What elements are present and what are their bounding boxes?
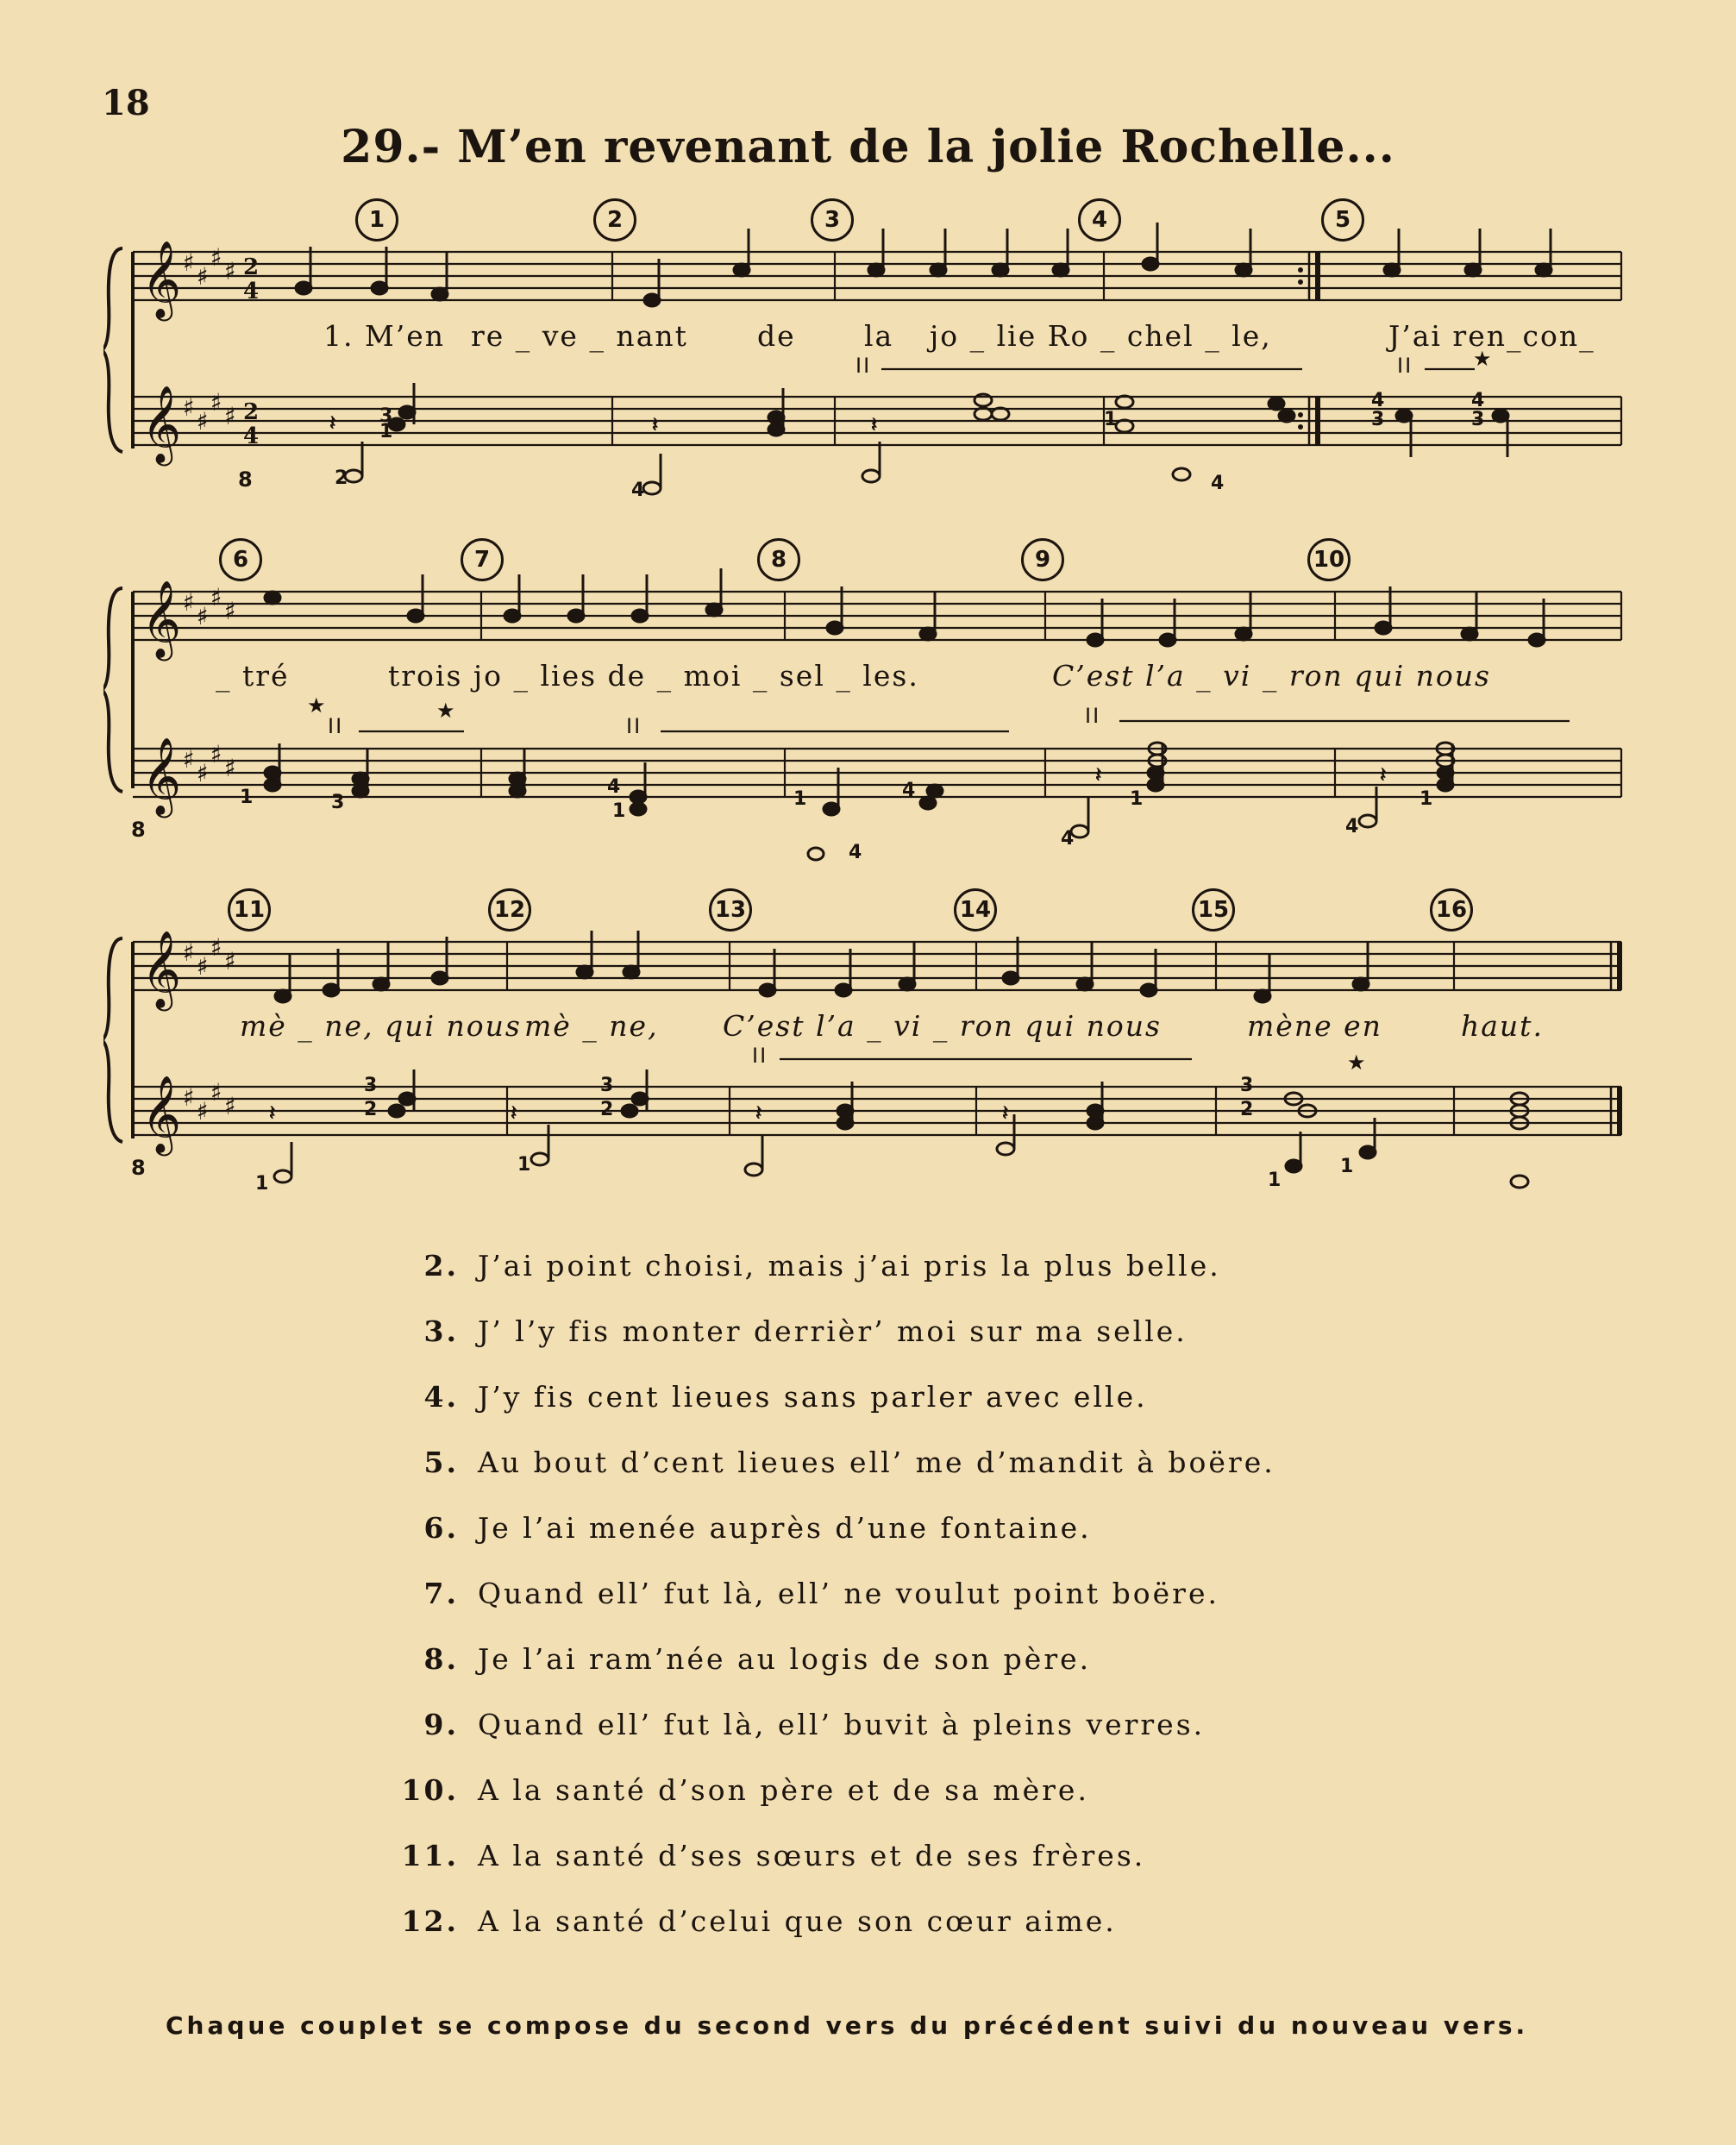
svg-text:♯: ♯ (183, 588, 195, 617)
svg-text:♯: ♯ (210, 583, 222, 612)
fingering-marking: 3 (600, 1075, 616, 1096)
svg-text:𝄞: 𝄞 (141, 737, 182, 815)
measure-number-8: 8 (757, 538, 800, 581)
svg-text:♯: ♯ (183, 938, 195, 967)
verse-line (397, 1446, 1432, 1511)
fingering-marking: 1 (612, 800, 628, 822)
verse-text: A la santé d’celui que son cœur aime. (478, 1904, 1117, 1938)
fingering-marking: 4 (631, 480, 647, 501)
verse-text: J’y fis cent lieues sans parler avec elle. (478, 1380, 1148, 1414)
fingering-marking: 2 (364, 1099, 379, 1120)
measure-number-7: 7 (461, 538, 504, 581)
svg-text:𝄽: 𝄽 (269, 1100, 276, 1125)
position-marking: II (752, 1044, 768, 1068)
verse-number: 8. (423, 1642, 459, 1676)
footnote: Chaque couplet se compose du second vers du précédent suivi du nouveau vers. (166, 2011, 1529, 2040)
measure-number-13: 13 (709, 888, 752, 931)
svg-text:♯: ♯ (197, 759, 209, 787)
verse-number: 11. (401, 1839, 459, 1872)
svg-text:2: 2 (243, 254, 260, 280)
position-marking: II (1397, 354, 1413, 378)
verse-text: A la santé d’son père et de sa mère. (478, 1773, 1089, 1807)
song-title: 29.- M’en revenant de la jolie Rochelle... (341, 121, 1395, 173)
svg-text:2: 2 (243, 399, 260, 425)
svg-text:♯: ♯ (183, 393, 195, 422)
fingering-marking: 2 (335, 467, 350, 489)
verse-number: 12. (401, 1904, 459, 1938)
svg-text:𝄽: 𝄽 (1002, 1100, 1009, 1125)
verse-line (397, 1314, 1432, 1380)
verse-line (397, 1708, 1432, 1773)
fingering-marking: 4 (1211, 473, 1226, 494)
fingering-marking: 3 (331, 792, 347, 813)
svg-text:♯: ♯ (197, 407, 209, 436)
svg-text:4: 4 (243, 279, 260, 304)
measure-number-15: 15 (1192, 888, 1235, 931)
lyric-segment: la (864, 319, 894, 353)
lyric-segment: 1. M’en (323, 319, 446, 353)
octave-marking: 8 (131, 818, 147, 842)
verse-text: Je l’ai ram’née au logis de son père. (478, 1642, 1092, 1676)
svg-text:♯: ♯ (224, 1092, 236, 1120)
music-system-3 (103, 888, 1639, 1268)
fingering-marking: 4 (1471, 390, 1487, 411)
music-system-1 (103, 198, 1639, 578)
verse-line (397, 1249, 1432, 1314)
score-staves (103, 888, 1639, 1268)
octave-marking: 8 (238, 467, 254, 492)
verse-number: 2. (423, 1249, 459, 1283)
fingering-marking: 1 (793, 788, 809, 810)
measure-number-6: 6 (219, 538, 262, 581)
svg-text:♯: ♯ (183, 248, 195, 277)
svg-text:♯: ♯ (210, 388, 222, 417)
svg-text:𝄽: 𝄽 (329, 410, 336, 435)
verse-number: 7. (423, 1577, 459, 1610)
verse-line (397, 1380, 1432, 1446)
verse-list (397, 1249, 1432, 1970)
fingering-marking: 1 (1268, 1170, 1283, 1191)
svg-text:♯: ♯ (224, 597, 236, 625)
verse-text: Je l’ai menée auprès d’une fontaine. (478, 1511, 1092, 1545)
fingering-marking: 1 (1420, 788, 1435, 810)
page-number: 18 (102, 83, 150, 123)
verse-number: 10. (401, 1773, 459, 1807)
verse-line (397, 1642, 1432, 1708)
svg-text:𝄞: 𝄞 (141, 580, 182, 658)
fingering-marking: 2 (1240, 1099, 1256, 1120)
measure-number-3: 3 (811, 198, 854, 241)
star-marking: ★ (307, 693, 328, 718)
fingering-marking: 1 (1130, 788, 1145, 810)
position-marking: II (855, 354, 872, 378)
fingering-marking: 3 (1240, 1075, 1256, 1096)
fingering-marking: 1 (1104, 409, 1119, 430)
svg-text:♯: ♯ (224, 947, 236, 975)
fingering-marking: 4 (1345, 816, 1361, 837)
position-marking: II (328, 714, 344, 738)
verse-number: 6. (423, 1511, 459, 1545)
lyric-segment: mè _ ne, qui nous (240, 1009, 522, 1043)
fingering-marking: 3 (1471, 409, 1487, 430)
lyric-segment: mène en (1247, 1009, 1382, 1043)
svg-text:♯: ♯ (183, 1083, 195, 1112)
fingering-marking: 2 (600, 1099, 616, 1120)
svg-text:♯: ♯ (183, 745, 195, 774)
svg-text:𝄞: 𝄞 (141, 386, 182, 463)
measure-number-10: 10 (1307, 538, 1351, 581)
measure-number-2: 2 (593, 198, 636, 241)
fingering-marking: 1 (517, 1154, 533, 1176)
lyric-segment: trois jo _ lies de _ moi _ sel _ les. (388, 659, 919, 693)
svg-text:𝄽: 𝄽 (1095, 762, 1102, 787)
measure-number-1: 1 (355, 198, 398, 241)
position-marking: II (1085, 704, 1101, 728)
svg-text:𝄽: 𝄽 (1380, 762, 1387, 787)
star-marking: ★ (1347, 1051, 1368, 1075)
fingering-marking: 3 (364, 1075, 379, 1096)
fingering-marking: 4 (1371, 390, 1387, 411)
svg-text:𝄞: 𝄞 (141, 1076, 182, 1153)
verse-line (397, 1511, 1432, 1577)
lyric-segment: C’est l’a _ vi _ ron qui nous (723, 1009, 1162, 1043)
fingering-marking: 1 (1340, 1156, 1356, 1177)
svg-text:♯: ♯ (197, 262, 209, 291)
svg-text:𝄞: 𝄞 (141, 241, 182, 318)
lyric-segment: jo _ lie Ro _ chel _ le, (930, 319, 1272, 353)
star-marking: ★ (436, 699, 457, 723)
verse-line (397, 1839, 1432, 1904)
verse-line (397, 1904, 1432, 1970)
verse-text: J’ l’y fis monter derrièr’ moi sur ma selle. (478, 1314, 1188, 1348)
fingering-marking: 3 (1371, 409, 1387, 430)
fingering-marking: 1 (240, 787, 255, 808)
svg-text:𝄽: 𝄽 (755, 1100, 762, 1125)
lyric-segment: J’ai ren_con_ (1388, 319, 1595, 353)
measure-number-11: 11 (228, 888, 271, 931)
score-staves (103, 198, 1639, 578)
verse-number: 3. (423, 1314, 459, 1348)
fingering-marking: 1 (379, 421, 395, 442)
svg-text:♯: ♯ (224, 257, 236, 285)
verse-text: Au bout d’cent lieues ell’ me d’mandit à boëre. (478, 1446, 1275, 1479)
svg-text:♯: ♯ (197, 602, 209, 630)
position-marking: II (626, 714, 642, 738)
verse-text: Quand ell’ fut là, ell’ buvit à pleins verres. (478, 1708, 1206, 1741)
verse-text: J’ai point choisi, mais j’ai pris la plus belle. (478, 1249, 1221, 1283)
octave-marking: 8 (131, 1156, 147, 1180)
measure-number-5: 5 (1321, 198, 1364, 241)
lyric-segment: mè _ ne, (524, 1009, 659, 1043)
svg-text:♯: ♯ (210, 933, 222, 962)
measure-number-14: 14 (954, 888, 997, 931)
fingering-marking: 4 (902, 780, 918, 801)
svg-text:♯: ♯ (224, 402, 236, 430)
svg-text:𝄽: 𝄽 (871, 411, 878, 436)
svg-text:♯: ♯ (210, 243, 222, 272)
fingering-marking: 1 (255, 1173, 271, 1195)
fingering-marking: 4 (1061, 828, 1076, 850)
svg-text:𝄽: 𝄽 (511, 1100, 517, 1125)
lyric-segment: haut. (1461, 1009, 1544, 1043)
verse-number: 9. (423, 1708, 459, 1741)
lyric-segment: re _ ve _ nant (471, 319, 688, 353)
svg-text:𝄽: 𝄽 (652, 411, 659, 436)
measure-number-16: 16 (1430, 888, 1473, 931)
fingering-marking: 4 (849, 842, 864, 863)
verse-number: 5. (423, 1446, 459, 1479)
svg-text:♯: ♯ (210, 1078, 222, 1107)
measure-number-12: 12 (488, 888, 531, 931)
verse-text: Quand ell’ fut là, ell’ ne voulut point boëre. (478, 1577, 1219, 1610)
svg-text:♯: ♯ (197, 1097, 209, 1126)
svg-text:♯: ♯ (197, 952, 209, 981)
verse-text: A la santé d’ses sœurs et de ses frères. (478, 1839, 1146, 1872)
svg-text:𝄞: 𝄞 (141, 931, 182, 1008)
music-system-2 (103, 538, 1639, 918)
svg-text:♯: ♯ (210, 740, 222, 768)
verse-line (397, 1577, 1432, 1642)
lyric-segment: de (757, 319, 796, 353)
verse-number: 4. (423, 1380, 459, 1414)
fingering-marking: 3 (379, 405, 395, 427)
svg-text:♯: ♯ (224, 754, 236, 782)
lyric-segment: _ tré (216, 659, 290, 693)
lyric-segment: C’est l’a _ vi _ ron qui nous (1052, 659, 1491, 693)
fingering-marking: 4 (607, 776, 623, 798)
measure-number-4: 4 (1078, 198, 1121, 241)
star-marking: ★ (1473, 347, 1494, 371)
svg-text:4: 4 (243, 423, 260, 449)
verse-line (397, 1773, 1432, 1839)
measure-number-9: 9 (1021, 538, 1064, 581)
